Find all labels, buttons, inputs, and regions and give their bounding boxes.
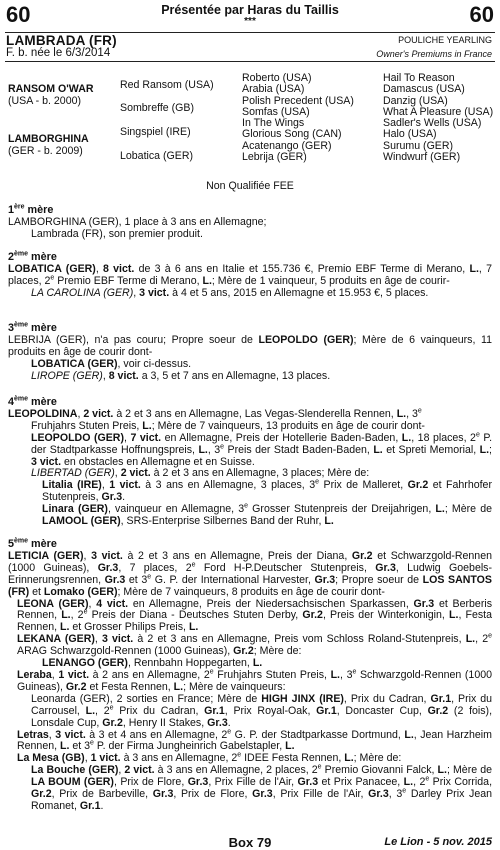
pedigree-gen3-5: In The Wings: [242, 117, 305, 130]
section-heading: 1ère mère: [8, 203, 54, 216]
pedigree-gen3-6: Glorious Song (CAN): [242, 128, 342, 141]
sale-date: Le Lion - 5 nov. 2015: [384, 836, 492, 848]
pedigree-gen2-1: Red Ransom (USA): [120, 79, 214, 91]
dam-line: LOBATICA (GER), 8 vict. de 3 à 6 ans en Italie et 155.736 €, Premio EBF Terme di Merano, L., 7 places, 2e Premio EBF Terme di Merano, L.; Mère de 1 vainqueur, 5 produits en âge de courir-: [8, 262, 493, 287]
fee-status: Non Qualifiée FEE: [206, 180, 294, 192]
dam-line: LETICIA (GER), 3 vict. à 2 et 3 ans en Allemagne, Preis der Diana, Gr.2 et Schwarzgold-Rennen (1000 Guineas), Gr.3, 7 places, 2e Ford H-P.Deutscher Stutenpreis, Gr.3, Ludwig Goebels-Erinnerungsrennen, Gr.3 et 3e G. P. der International Harvester, Gr.3; Propre soeur de LOS SANTOS (FR) et Lomako (GER); Mère de 7 vainqueurs, 8 produits en âge de courir dont-: [8, 549, 493, 598]
first-dam-section: [8, 205, 492, 241]
pedigree-sire: RANSOM O'WAR: [8, 83, 94, 95]
pedigree-gen3-3: Polish Precedent (USA): [242, 94, 354, 107]
pedigree-gen2-3: Singspiel (IRE): [120, 126, 191, 138]
produce-line: La Bouche (GER), 2 vict. à 3 ans en Allemagne, 2 places, 2e Premio Giovanni Falck, L.; Mère de LA BOUM (GER), Prix de Flore, Gr.3, Prix Fille de l'Air, Gr.3 et Prix Panacee, L., 2e Prix Corrida, Gr.2, Prix de Barbeville, Gr.3, Prix de Flore, Gr.3, Prix Fille de l'Air, Gr.3, 3e Darley Prix Jean Romanet, Gr.1.: [31, 763, 493, 812]
section-heading: 5ème mère: [8, 537, 57, 550]
section-heading: 4ème mère: [8, 395, 57, 408]
owners-premiums: Owner's Premiums in France: [376, 49, 492, 59]
dam-line: LEBRIJA (GER), n'a pas couru; Propre soeur de LEOPOLDO (GER); Mère de 6 vainqueurs, 11 produits en âge de courir dont-: [8, 333, 492, 358]
pedigree-gen2-2: Sombreffe (GB): [120, 102, 194, 114]
produce-line: LENANGO (GER), Rennbahn Hoppegarten, L.: [42, 657, 263, 670]
produce-line: Leraba, 1 vict. à 2 ans en Allemagne, 2e Fruhjahrs Stuten Preis, L., 3e Schwarzgold-Rennen (1000 Guineas), Gr.2 et Festa Rennen, L.; Mère de vainqueurs:: [17, 668, 492, 693]
produce-line: LIBERTAD (GER), 2 vict. à 2 et 3 ans en Allemagne, 3 places; Mère de:: [31, 467, 370, 480]
dam-line: LAMBORGHINA (GER), 1 place à 3 ans en Allemagne;: [8, 215, 267, 228]
section-heading: 2ème mère: [8, 250, 57, 263]
pedigree-gen4-7: Surumu (GER): [383, 139, 454, 152]
produce-line: LA CAROLINA (GER), 3 vict. à 4 et 5 ans, 2015 en Allemagne et 15.953 €, 5 places.: [31, 286, 429, 299]
section-heading: 3ème mère: [8, 321, 57, 334]
pedigree-gen3-8: Lebrija (GER): [242, 151, 307, 164]
pedigree-gen4-3: Danzig (USA): [383, 94, 448, 107]
produce-line: LEOPOLDO (GER), 7 vict. en Allemagne, Preis der Hotellerie Baden-Baden, L., 18 places, 2e P. der Stadtparkasse Hoffnungspreis, L., 3e Preis der Stadt Baden-Baden, L. et Spreti Memorial, L.; 3 vict. en obstacles en Allemagne et en Suisse.: [31, 431, 493, 468]
pedigree-gen4-6: Halo (USA): [383, 128, 437, 141]
consignor-stars: ***: [244, 16, 256, 27]
pedigree-gen4-5: Sadler's Wells (USA): [383, 117, 482, 130]
pedigree-gen3-4: Somfas (USA): [242, 105, 310, 118]
pedigree-gen3-1: Roberto (USA): [242, 72, 312, 84]
pedigree-gen2-4: Lobatica (GER): [120, 150, 194, 162]
fourth-dam-section: [8, 397, 492, 528]
produce-line: LEKANA (GER), 3 vict. à 2 et 3 ans en Allemagne, Preis vom Schloss Roland-Stutenpreis, L., 2e ARAG Schwarzgold-Rennen (1000 Guineas), Gr.2; Mère de:: [17, 632, 492, 658]
produce-line: La Mesa (GB), 1 vict. à 3 ans en Allemagne, 2e IDEE Festa Rennen, L.; Mère de:: [17, 751, 402, 765]
horse-name: LAMBRADA (FR): [6, 33, 117, 48]
pedigree-gen4-2: Damascus (USA): [383, 83, 465, 96]
dam-line-cont: Fruhjahrs Stuten Preis, L.; Mère de 7 vainqueurs, 13 produits en âge de courir dont-: [31, 419, 425, 432]
pedigree-gen4-1: Hail To Reason: [383, 72, 455, 84]
lot-number-right: 60: [469, 2, 494, 27]
produce-line: Linara (GER), vainqueur en Allemagne, 3e Grosser Stutenpreis der Dreijahrigen, L.; Mère de LAMOOL (GER), SRS-Enterprise Silbernes Band der Ruhr, L.: [42, 502, 493, 528]
produce-line: LEONA (GER), 4 vict. en Allemagne, Preis der Niedersachsischen Sparkassen, Gr.3 et Berberis Rennen, L., 2e Preis der Diana - Deutsches Stuten Derby, Gr.2, Preis der Winterkonigin, L., Festa Rennen, L. et Grosser Philips Preis, L.: [17, 597, 493, 634]
pedigree-sire-origin: (USA - b. 2000): [8, 95, 82, 107]
fifth-dam-section: [8, 539, 492, 813]
pedigree-gen4: [383, 73, 493, 163]
pedigree-dam: LAMBORGHINA: [8, 133, 89, 145]
lot-number-left: 60: [6, 2, 31, 27]
produce-line: LIROPE (GER), 8 vict. a 3, 5 et 7 ans en Allemagne, 13 places.: [31, 369, 331, 382]
horse-details: F. b. née le 6/3/2014: [6, 47, 111, 59]
produce-line: Litalia (IRE), 1 vict. à 3 ans en Allemagne, 3 places, 3e Prix de Malleret, Gr.2 et Fahrhofer Stutenpreis, Gr.3.: [42, 478, 492, 504]
pedigree-gen4-4: What A Pleasure (USA): [383, 105, 494, 118]
produce-line: LOBATICA (GER), voir ci-dessus.: [31, 357, 192, 370]
third-dam-section: [8, 323, 492, 383]
box-number: Box 79: [228, 835, 272, 850]
second-dam-section: [8, 252, 492, 300]
dam-line: LEOPOLDINA, 2 vict. à 2 et 3 ans en Allemagne, Las Vegas-Slenderella Rennen, L., 3e: [8, 407, 422, 420]
pedigree-dam-origin: (GER - b. 2009): [8, 145, 83, 157]
horse-category: POULICHE YEARLING: [398, 35, 492, 45]
divider-pedigree: [5, 61, 495, 62]
pedigree-gen4-8: Windwurf (GER): [383, 151, 461, 164]
produce-line: Leonarda (GER), 2 sorties en France; Mère de HIGH JINX (IRE), Prix du Cadran, Gr.1, Prix du Carrousel, L., 2e Prix du Cadran, Gr.1, Prix Royal-Oak, Gr.1, Doncaster Cup, Gr.2 (2 fois), Lonsdale Cup, Gr.2, Henry II Stakes, Gr.3.: [31, 692, 493, 729]
produce-line: Lambrada (FR), son premier produit.: [31, 227, 203, 240]
pedigree-gen3-7: Acatenango (GER): [242, 139, 332, 152]
consignor-title: Présentée par Haras du Taillis: [161, 3, 339, 17]
pedigree-gen3-2: Arabia (USA): [242, 83, 305, 96]
produce-line: Letras, 3 vict. à 3 et 4 ans en Allemagne, 2e G. P. der Stadtparkasse Dortmund, L., Jean Harzheim Rennen, L. et 3e P. der Firma Jungheinrich Gabelstapler, L.: [17, 727, 492, 753]
pedigree-gen3: [242, 73, 354, 163]
